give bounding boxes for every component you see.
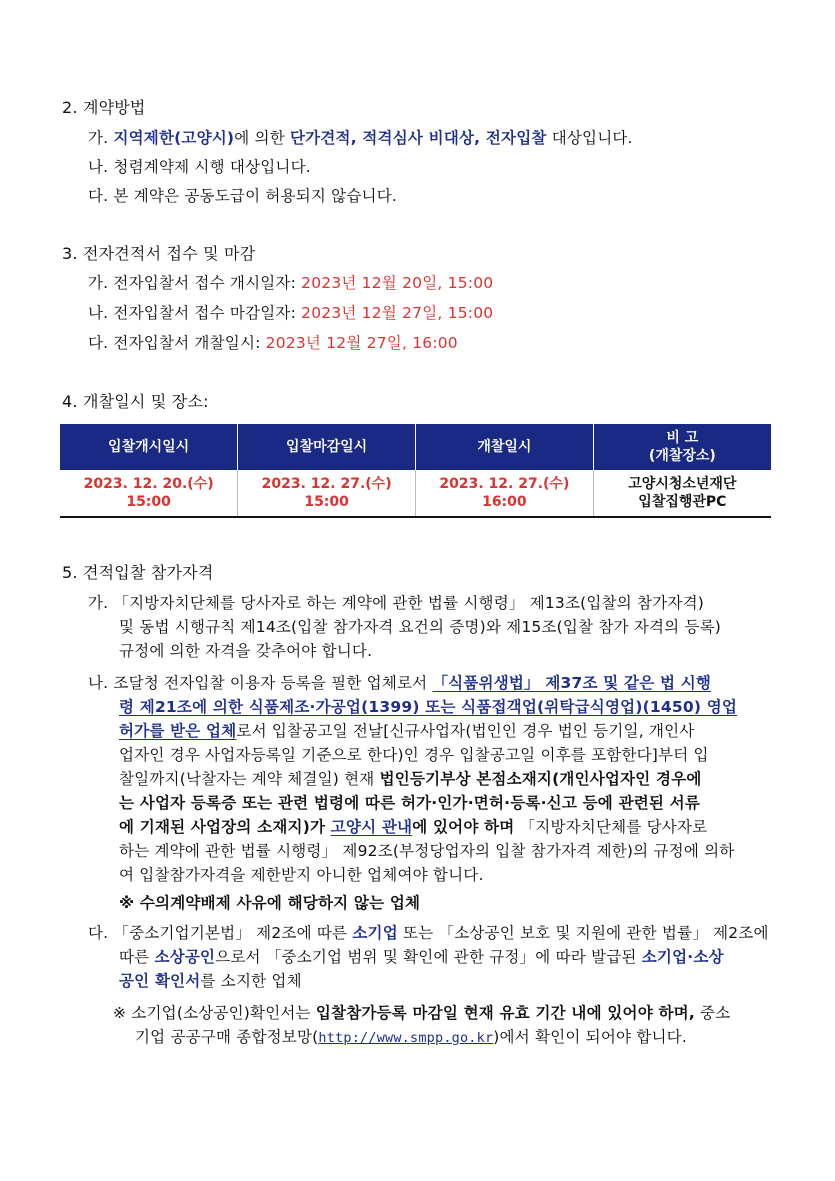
section-5-item-b-line5: 찰일까지(낙찰자는 계약 체결일) 현재 법인등기부상 본점소재지(개인사업자인 경우에 (119, 770, 702, 788)
section-3-item-b: 나. 전자입찰서 접수 마감일자: 2023년 12월 27일, 15:00 (88, 304, 494, 322)
header-bid-open: 개찰일시 (416, 424, 594, 470)
section-5-item-c-line1: 다. 「중소기업기본법」 제2조에 따른 소기업 또는 「소상공인 보호 및 지원에 관한 법률」 제2조에 (88, 924, 769, 942)
section-2-item-c: 다. 본 계약은 공동도급이 허용되지 않습니다. (88, 187, 398, 205)
section-5-item-b-line1: 나. 조달청 전자입찰 이용자 등록을 필한 업체로서 「식품위생법」 제37조 및 같은 법 시행 (88, 674, 712, 692)
section-5-item-a-line2: 및 동법 시행규칙 제14조(입찰 참가자격 요건의 증명)와 제15조(입찰 참가 자격의 등록) (119, 618, 722, 636)
section-2-title: 2. 계약방법 (62, 98, 146, 117)
section-5-item-b-line4: 업자인 경우 사업자등록일 기준으로 한다)인 경우 입찰공고일 이후를 포함한다]부터 입 (119, 746, 709, 764)
section-5-item-c-note-line1: ※ 소기업(소상공인)확인서는 입찰참가등록 마감일 현재 유효 기간 내에 있어야 하며, 중소 (113, 1004, 731, 1022)
section-5-item-b-line2: 령 제21조에 의한 식품제조·가공업(1399) 또는 식품접객업(위탁급식영업)(1450) 영업 (119, 698, 738, 716)
section-5-item-b-line8: 하는 계약에 관한 법률 시행령」 제92조(부정당업자의 입찰 참가자격 제한)의 규정에 의하 (119, 842, 735, 860)
section-5-item-b-line3: 허가를 받은 업체로서 입찰공고일 전날[신규사업자(법인인 경우 법인 등기일, 개인사 (119, 722, 695, 740)
schedule-header-row (60, 424, 771, 470)
region-restriction: 지역제한(고양시) (113, 129, 235, 147)
schedule-row (60, 470, 771, 517)
section-5-item-c-note-line2: 기업 공공구매 종합정보망(http://www.smpp.go.kr)에서 확인이 되어야 합니다. (135, 1028, 687, 1046)
region-goyang: 고양시 관내 (330, 818, 413, 836)
header-open: 입찰개시일시 (60, 424, 238, 470)
section-5-item-b-line7: 에 기재된 사업장의 소재지)가 고양시 관내에 있어야 하며 「지방자치단체를 당사자로 (119, 818, 708, 836)
header-close: 입찰마감일시 (238, 424, 416, 470)
section-4-title: 4. 개찰일시 및 장소: (62, 392, 209, 411)
header-remarks: 비 고 (개찰장소) (593, 424, 771, 470)
section-5-item-b-line9: 여 입찰참가자격을 제한받지 아니한 업체여야 합니다. (119, 866, 484, 884)
cell-open: 2023. 12. 20.(수) 15:00 (60, 470, 238, 517)
section-5-title: 5. 견적입찰 참가자격 (62, 563, 214, 582)
section-5-item-a-line3: 규정에 의한 자격을 갖추어야 합니다. (119, 642, 373, 660)
cell-close: 2023. 12. 27.(수) 15:00 (238, 470, 416, 517)
opening-datetime: 2023년 12월 27일, 16:00 (265, 334, 458, 352)
cell-place: 고양시청소년재단 입찰집행관PC (593, 470, 771, 517)
section-5-item-b-line6: 는 사업자 등록증 또는 관련 법령에 따른 허가·인가·면허·등록·신고 등에 관련된 서류 (119, 794, 701, 812)
close-datetime: 2023년 12월 27일, 15:00 (301, 304, 494, 322)
section-5-item-c-line2: 따른 소상공인으로서 「중소기업 범위 및 확인에 관한 규정」에 따라 발급된 소기업·소상 (119, 948, 724, 966)
bid-method: 단가견적, 적격심사 비대상, 전자입찰 (290, 129, 547, 147)
section-5-item-c-line3: 공인 확인서를 소지한 업체 (119, 972, 302, 990)
section-2-item-a: 가. 지역제한(고양시)에 의한 단가견적, 적격심사 비대상, 전자입찰 대상입니다. (88, 129, 633, 147)
section-3-item-c: 다. 전자입찰서 개찰일시: 2023년 12월 27일, 16:00 (88, 334, 458, 352)
section-5-item-b-note: ※ 수의계약배제 사유에 해당하지 않는 업체 (119, 894, 421, 912)
section-2-item-b: 나. 청렴계약제 시행 대상입니다. (88, 158, 311, 176)
cell-bid-open: 2023. 12. 27.(수) 16:00 (416, 470, 594, 517)
schedule-table (60, 424, 771, 518)
section-3-title: 3. 전자견적서 접수 및 마감 (62, 244, 256, 263)
open-datetime: 2023년 12월 20일, 15:00 (301, 274, 494, 292)
smpp-link[interactable]: http://www.smpp.go.kr (318, 1030, 494, 1046)
section-3-item-a: 가. 전자입찰서 접수 개시일자: 2023년 12월 20일, 15:00 (88, 274, 494, 292)
section-5-item-a-line1: 가. 「지방자치단체를 당사자로 하는 계약에 관한 법률 시행령」 제13조(입찰의 참가자격) (88, 594, 704, 612)
